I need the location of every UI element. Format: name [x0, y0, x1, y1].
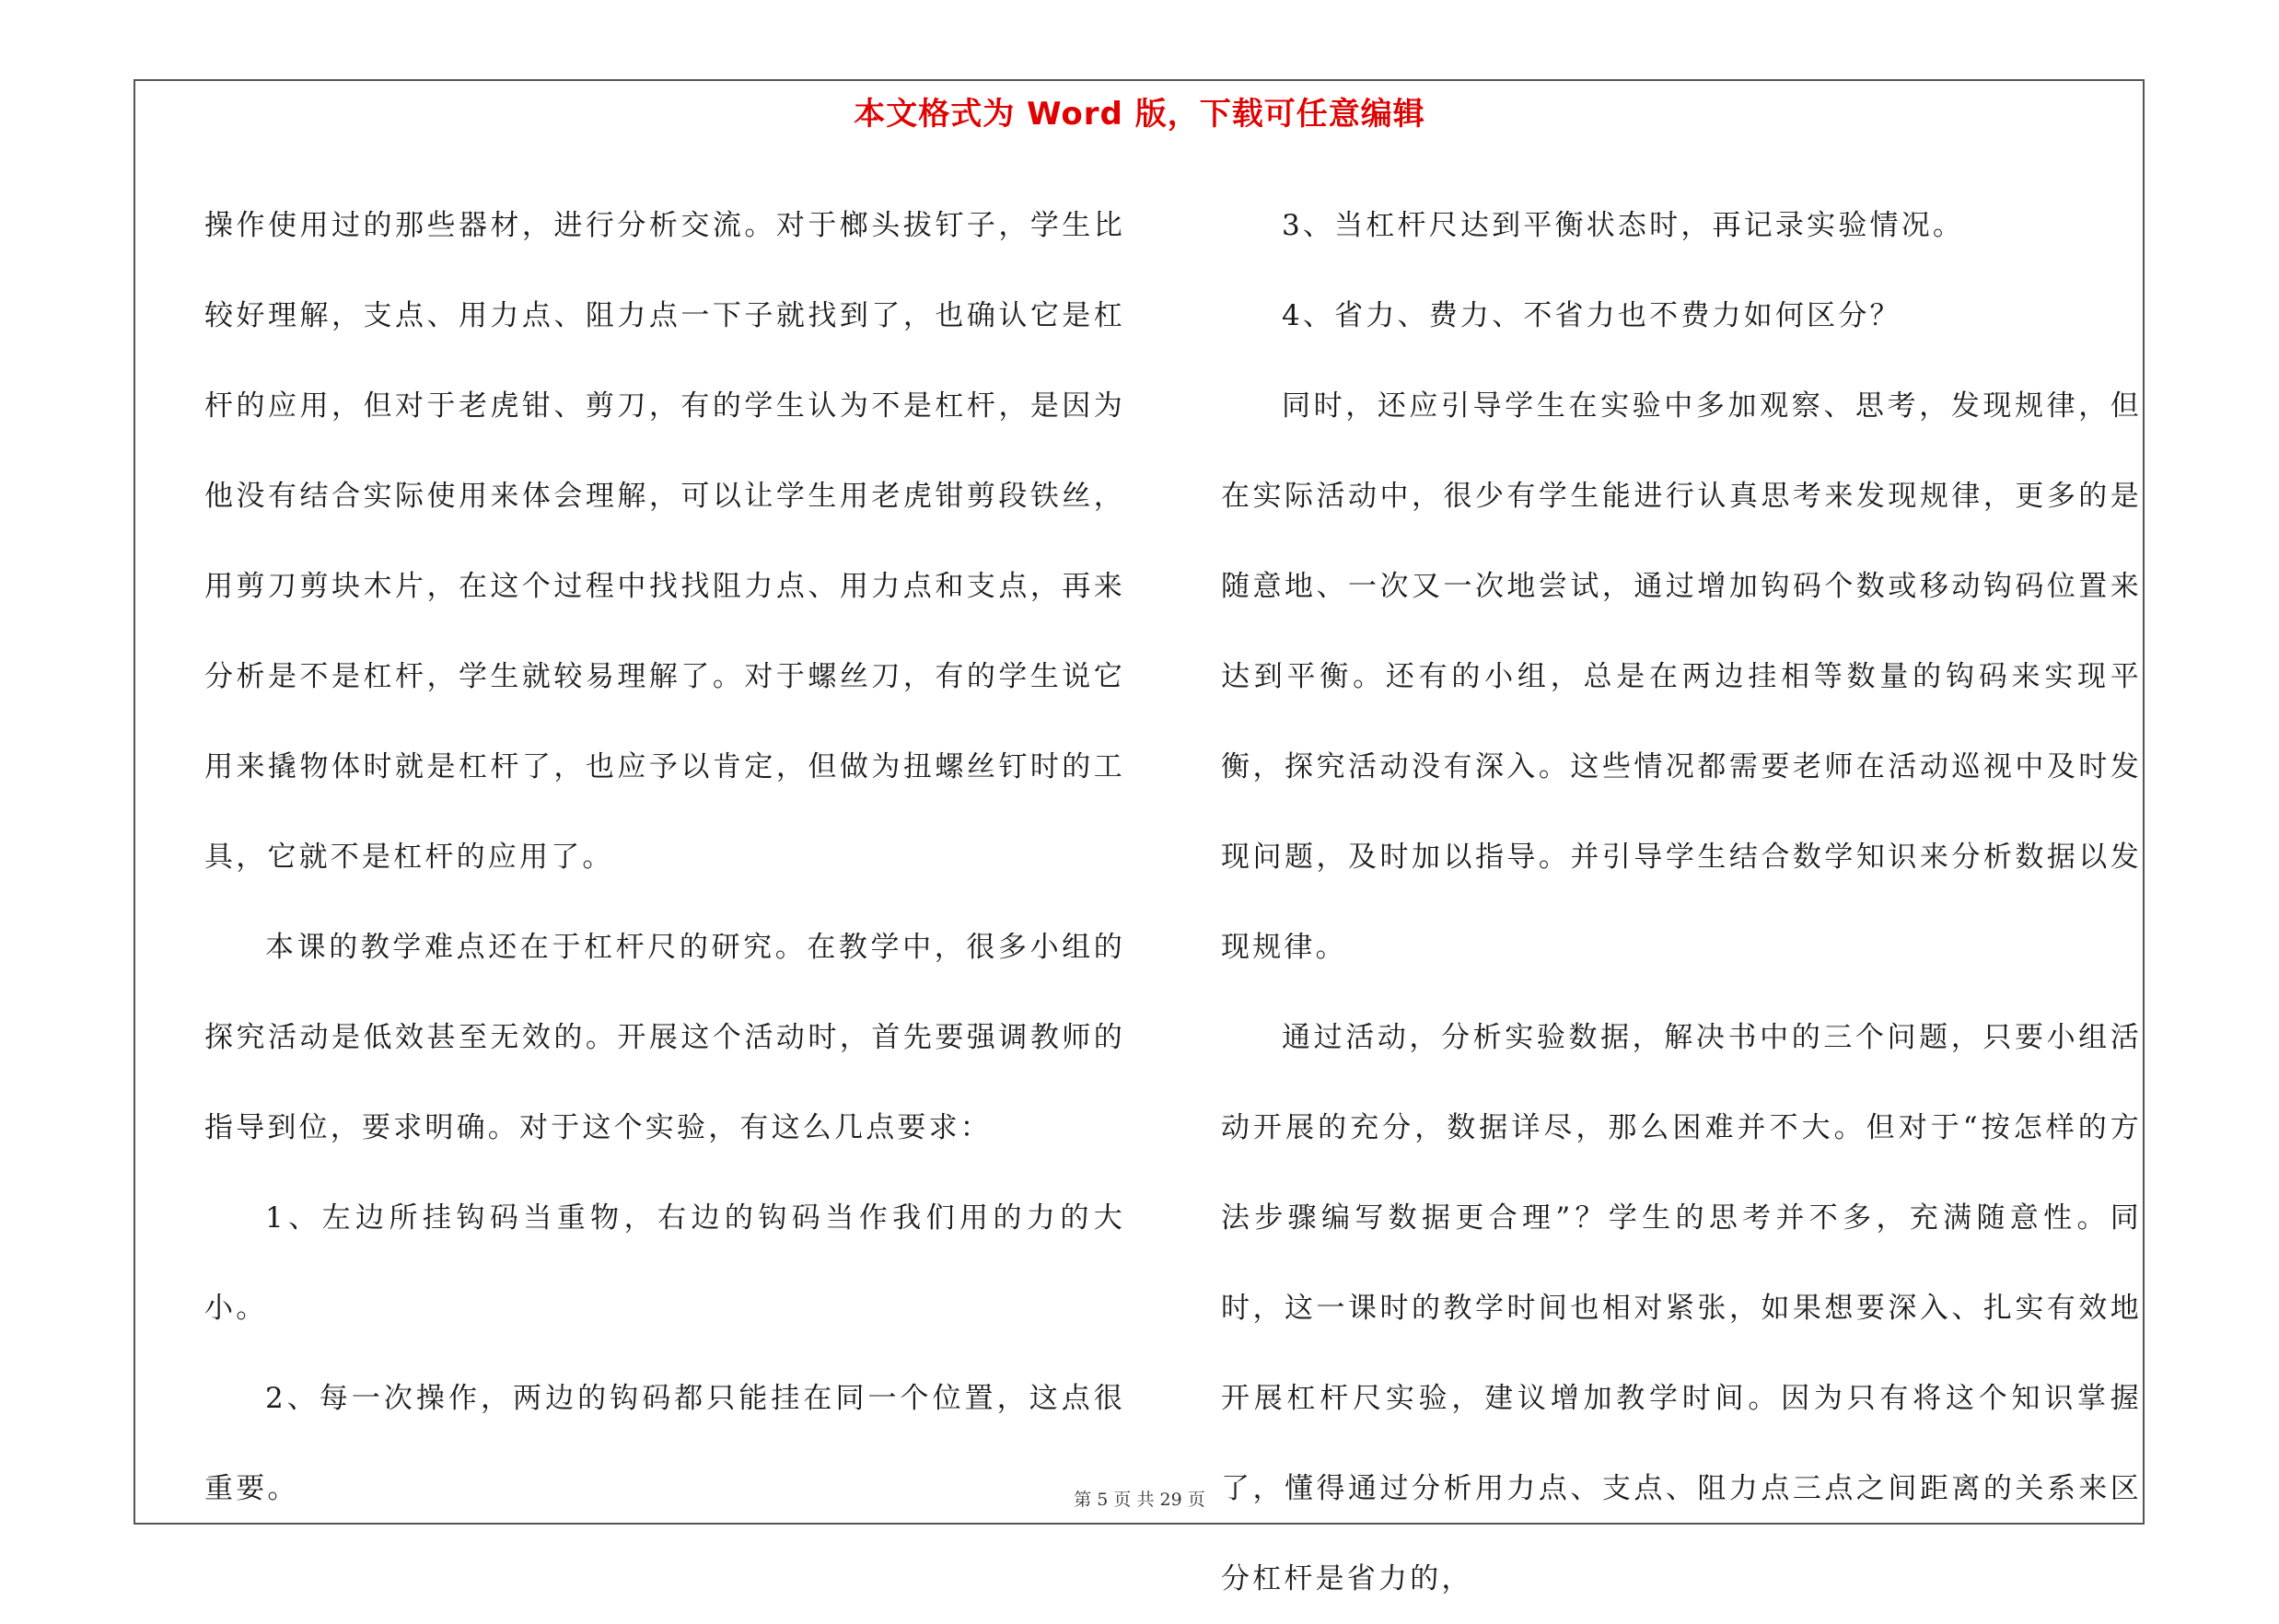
page-number: 第 5 页 共 29 页	[1074, 1490, 1205, 1510]
paragraph: 本课的教学难点还在于杠杆尺的研究。在教学中，很多小组的探究活动是低效甚至无效的。开展这个活动时，首先要强调教师的指导到位，要求明确。对于这个实验，有这么几点要求：	[204, 931, 1125, 1144]
paragraph: 4、省力、费力、不省力也不费力如何区分？	[1282, 299, 1901, 332]
right-column	[1221, 180, 2142, 1624]
paragraph: 2、每一次操作，两边的钩码都只能挂在同一个位置，这点很重要。	[204, 1382, 1125, 1505]
paragraph: 操作使用过的那些器材，进行分析交流。对于榔头拔钉子，学生比较好理解，支点、用力点、阻力点一下子就找到了，也确认它是杠杆的应用，但对于老虎钳、剪刀，有的学生认为不是杠杆，是因为他没有结合实际使用来体会理解，可以让学生用老虎钳剪段铁丝，用剪刀剪块木片，在这个过程中找找阻力点、用力点和支点，再来分析是不是杠杆，学生就较易理解了。对于螺丝刀，有的学生说它用来撬物体时就是杠杆了，也应予以肯定，但做为扭螺丝钉时的工具，它就不是杠杆的应用了。	[204, 209, 1125, 874]
paragraph: 3、当杠杆尺达到平衡状态时，再记录实验情况。	[1282, 209, 1965, 242]
paragraph: 1、左边所挂钩码当重物，右边的钩码当作我们用的力的大小。	[204, 1201, 1125, 1325]
document-banner: 本文格式为 Word 版，下载可任意编辑	[854, 96, 1425, 133]
left-column	[204, 180, 1125, 1534]
paragraph: 同时，还应引导学生在实验中多加观察、思考，发现规律，但在实际活动中，很少有学生能进行认真思考来发现规律，更多的是随意地、一次又一次地尝试，通过增加钩码个数或移动钩码位置来达到平衡。还有的小组，总是在两边挂相等数量的钩码来实现平衡，探究活动没有深入。这些情况都需要老师在活动巡视中及时发现问题，及时加以指导。并引导学生结合数学知识来分析数据以发现规律。	[1221, 389, 2142, 964]
paragraph: 通过活动，分析实验数据，解决书中的三个问题，只要小组活动开展的充分，数据详尽，那么困难并不大。但对于“按怎样的方法步骤编写数据更合理”？学生的思考并不多，充满随意性。同时，这一课时的教学时间也相对紧张，如果想要深入、扎实有效地开展杠杆尺实验，建议增加教学时间。因为只有将这个知识掌握了，懂得通过分析用力点、支点、阻力点三点之间距离的关系来区分杠杆是省力的，	[1221, 1021, 2142, 1595]
